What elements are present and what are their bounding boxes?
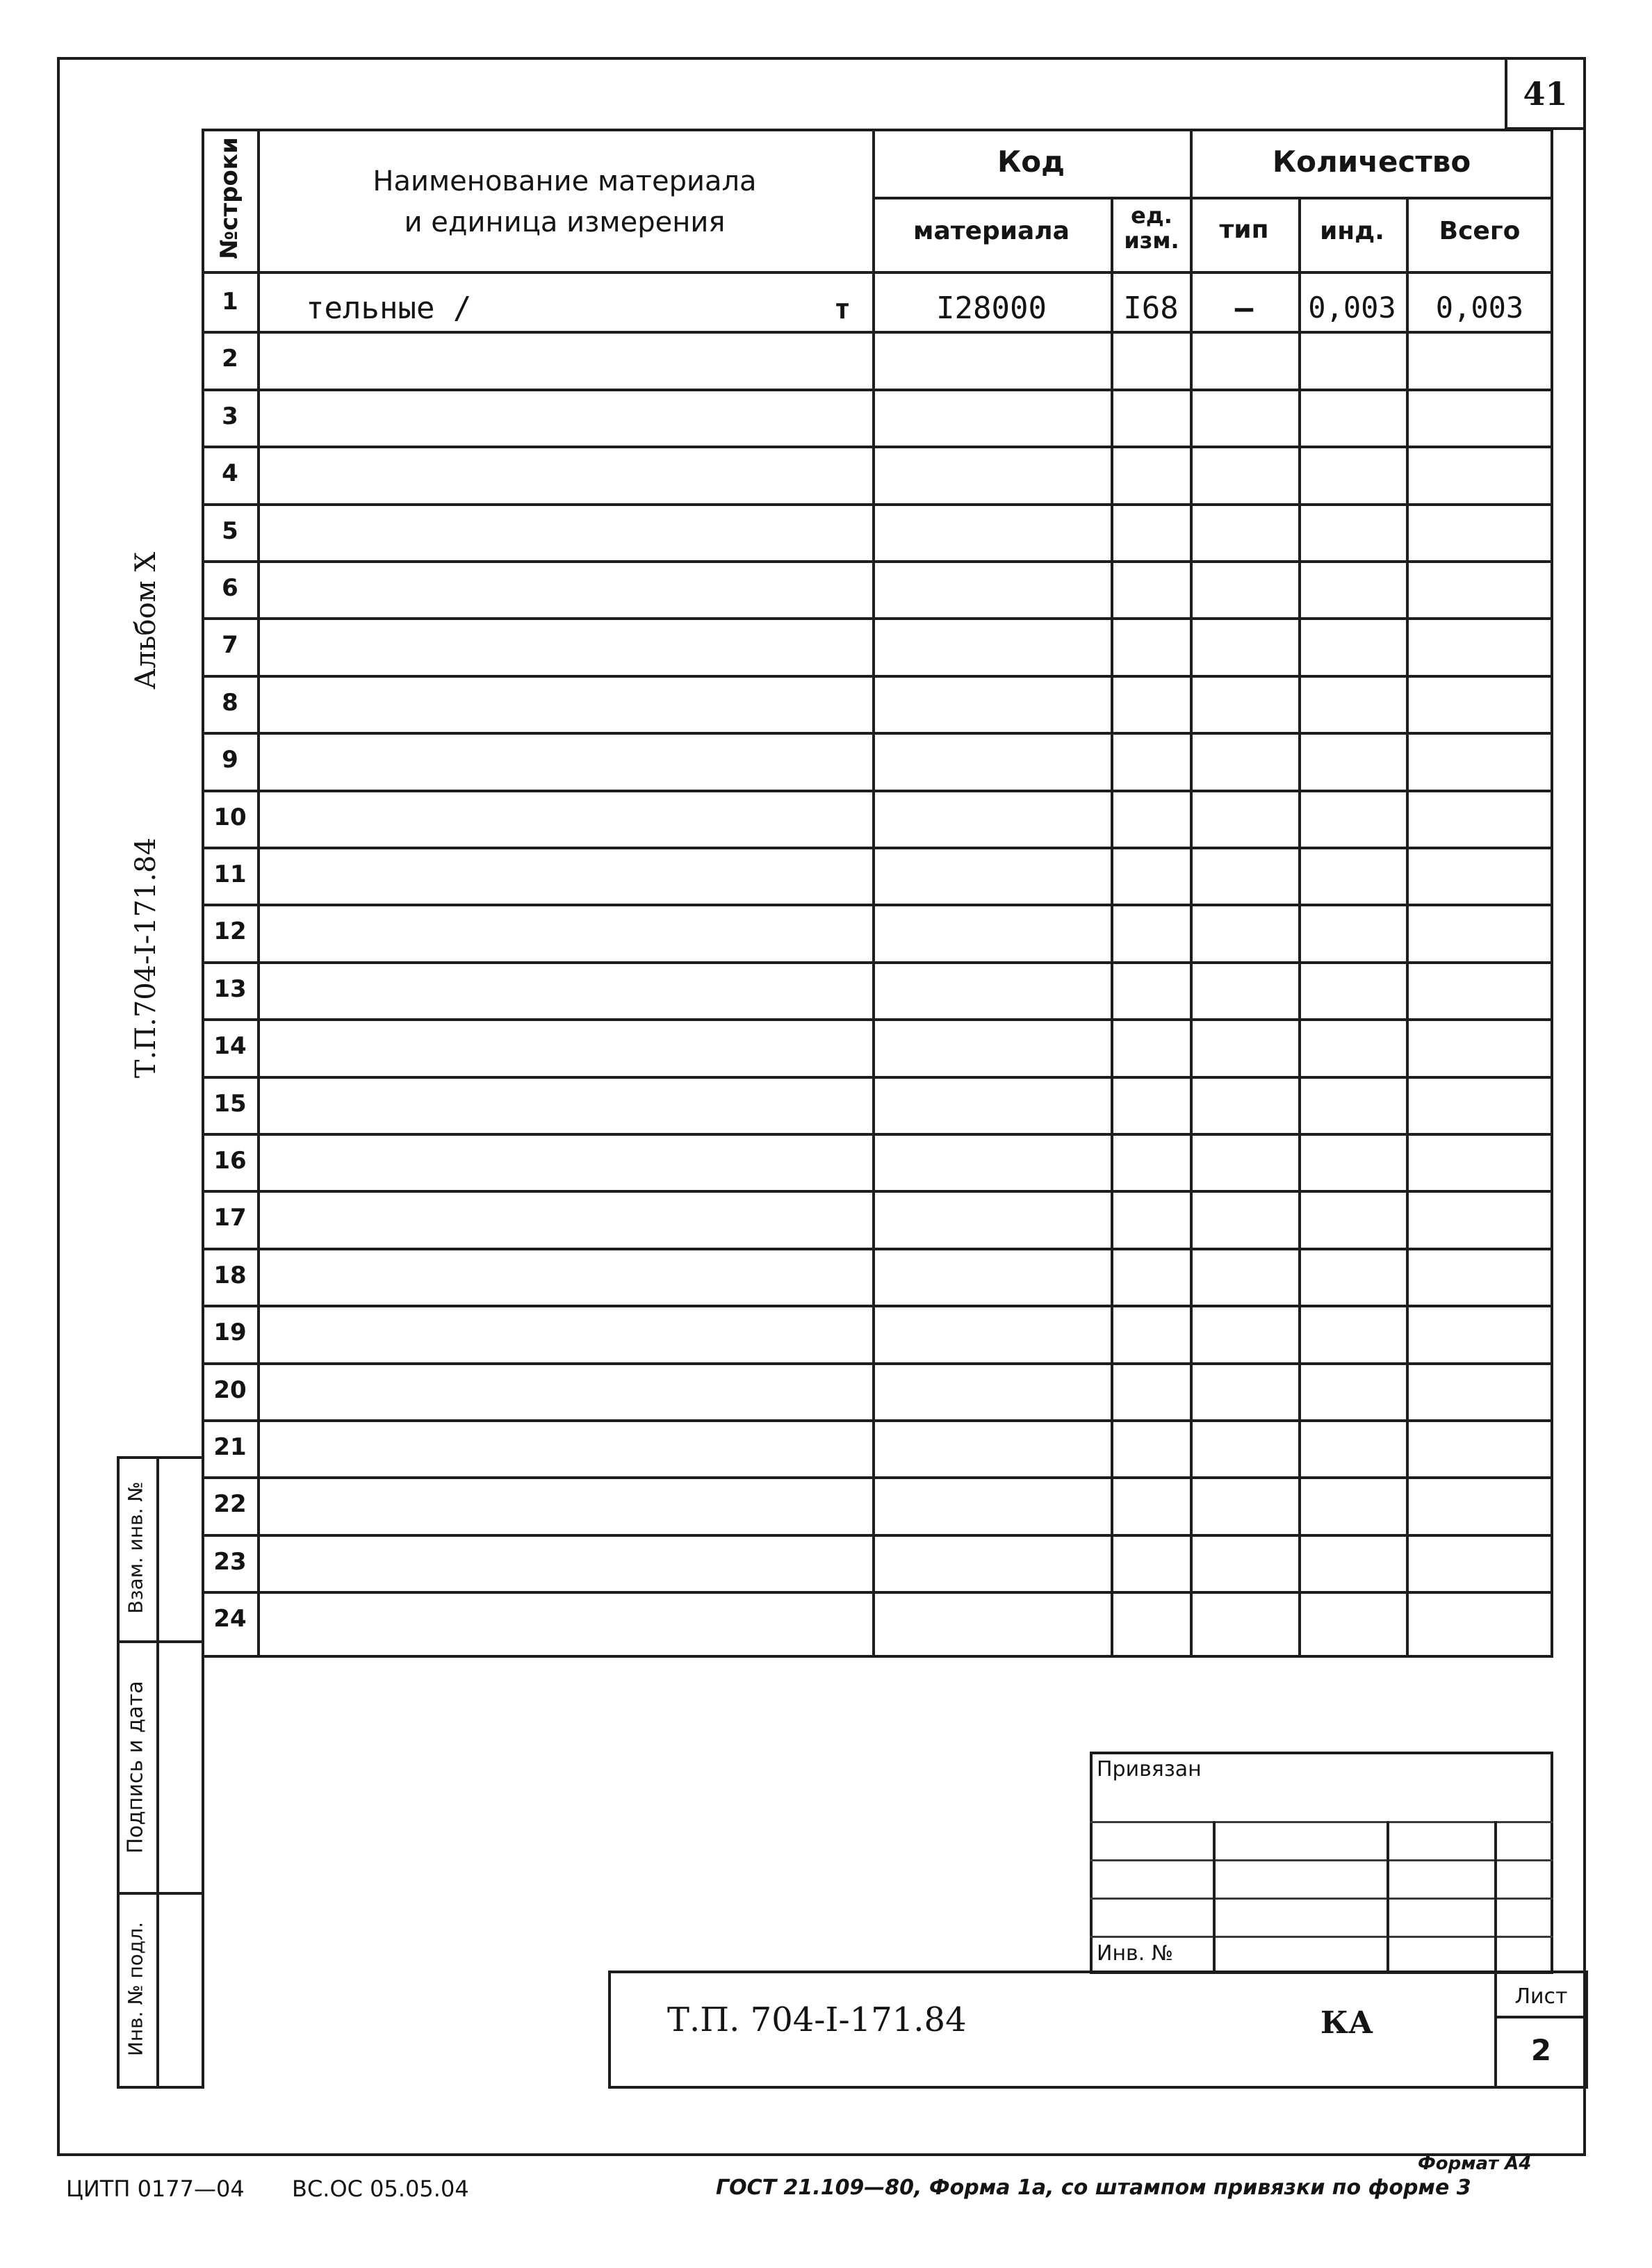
binding-line3 (1090, 1898, 1553, 1900)
header-name-line2: и единица измерения (404, 206, 726, 238)
row-separator (202, 1248, 1553, 1250)
row-number: 5 (222, 517, 238, 545)
row-separator (202, 1305, 1553, 1307)
row1-name: тельные / (306, 291, 472, 326)
binding-col1 (1213, 1821, 1216, 1974)
row1-tip: – (1234, 291, 1254, 326)
row-separator (202, 1534, 1553, 1537)
row1-ind: 0,003 (1308, 291, 1396, 325)
side-stamp-divider (156, 1456, 159, 2089)
header-ind: инд. (1320, 217, 1384, 245)
row-number: 17 (213, 1204, 247, 1232)
header-row-number: №строки (215, 137, 243, 259)
format-label: Формат А4 (1418, 2153, 1532, 2174)
materials-table (202, 129, 1553, 1658)
row-number: 3 (222, 402, 238, 430)
header-bottom-line (202, 271, 1553, 274)
row-number: 15 (213, 1090, 247, 1118)
col-line-tip (1298, 197, 1301, 1658)
side-stamp-line2 (117, 1892, 204, 1895)
inv-no-label: Инв. № (1097, 1941, 1174, 1966)
row-number: 6 (222, 574, 238, 602)
row-number: 8 (222, 689, 238, 717)
binding-line1 (1090, 1821, 1553, 1823)
row-number: 18 (213, 1262, 247, 1289)
list-label: Лист (1514, 1984, 1568, 2009)
footer-left2: ВС.ОС 05.05.04 (292, 2176, 469, 2202)
row-separator (202, 1419, 1553, 1422)
row-separator (202, 1133, 1553, 1136)
row-number: 7 (222, 631, 238, 659)
row-number: 11 (213, 860, 247, 888)
row-number: 22 (213, 1490, 247, 1518)
list-number: 2 (1530, 2033, 1552, 2067)
row-separator (202, 1362, 1553, 1365)
col-line-unit (1190, 129, 1193, 1658)
row-separator (202, 961, 1553, 964)
row-number: 14 (213, 1032, 247, 1060)
row-number: 2 (222, 345, 238, 373)
row-number: 19 (213, 1319, 247, 1346)
row-number: 24 (213, 1605, 247, 1633)
row-separator (202, 675, 1553, 678)
side-sign-date: Подпись и дата (123, 1681, 148, 1854)
binding-line4 (1090, 1936, 1553, 1938)
row-number: 21 (213, 1433, 247, 1461)
binding-col2 (1387, 1821, 1389, 1974)
row-number: 16 (213, 1147, 247, 1175)
row-number: 23 (213, 1548, 247, 1576)
row-number: 10 (213, 803, 247, 831)
project-code-side: Т.П.704-I-171.84 (130, 837, 162, 1079)
side-stamp-line1 (117, 1640, 204, 1643)
privyazan-label: Привязан (1097, 1757, 1202, 1781)
stamp-mark: КА (1320, 2005, 1373, 2041)
header-material: материала (913, 217, 1070, 245)
header-mid-line (872, 197, 1553, 199)
row1-unit-letter: т (834, 293, 851, 325)
col-line-material (1111, 197, 1113, 1658)
row-separator (202, 560, 1553, 563)
row-separator (202, 1076, 1553, 1079)
row-separator (202, 1476, 1553, 1479)
col-line-name (872, 129, 875, 1658)
row-separator (202, 446, 1553, 448)
row-separator (202, 617, 1553, 620)
row1-total: 0,003 (1435, 291, 1524, 325)
header-vsego: Всего (1439, 217, 1521, 245)
row1-unit-code: I68 (1123, 291, 1179, 326)
row-separator (202, 389, 1553, 391)
binding-col3 (1494, 1821, 1497, 1974)
header-kod: Код (997, 145, 1065, 179)
row-number: 1 (222, 288, 238, 316)
stamp-designation: Т.П. 704-I-171.84 (667, 2000, 967, 2039)
row-separator (202, 847, 1553, 849)
header-name-line1: Наименование материала (373, 165, 757, 197)
header-unit: ед. изм. (1124, 202, 1179, 254)
header-tip: тип (1219, 215, 1269, 244)
row-separator (202, 1018, 1553, 1021)
row-separator (202, 732, 1553, 735)
row-number: 4 (222, 459, 238, 487)
row-separator (202, 503, 1553, 506)
footer-gost: ГОСТ 21.109—80, Форма 1а, со штампом привязки по форме 3 (716, 2176, 1471, 2200)
row-number: 12 (213, 917, 247, 945)
row-number: 20 (213, 1376, 247, 1404)
header-kolichestvo: Количество (1272, 145, 1471, 179)
col-line-ind (1406, 197, 1409, 1658)
row-separator (202, 790, 1553, 792)
row-separator (202, 1190, 1553, 1193)
row-separator (202, 331, 1553, 334)
side-vz-inv: Взам. инв. № (124, 1481, 147, 1614)
footer-left1: ЦИТП 0177—04 (66, 2176, 245, 2202)
row-separator (202, 904, 1553, 906)
title-block-list-line (1494, 2016, 1588, 2018)
binding-stamp (1090, 1752, 1553, 1974)
row-number: 13 (213, 975, 247, 1003)
row1-code: I28000 (936, 291, 1047, 326)
row-separator (202, 1591, 1553, 1594)
sheet-number: 41 (1523, 75, 1568, 113)
album-label: Альбом X (130, 552, 162, 690)
side-inv-podl: Инв. № подл. (124, 1921, 147, 2057)
row-number: 9 (222, 746, 238, 774)
binding-line2 (1090, 1859, 1553, 1861)
